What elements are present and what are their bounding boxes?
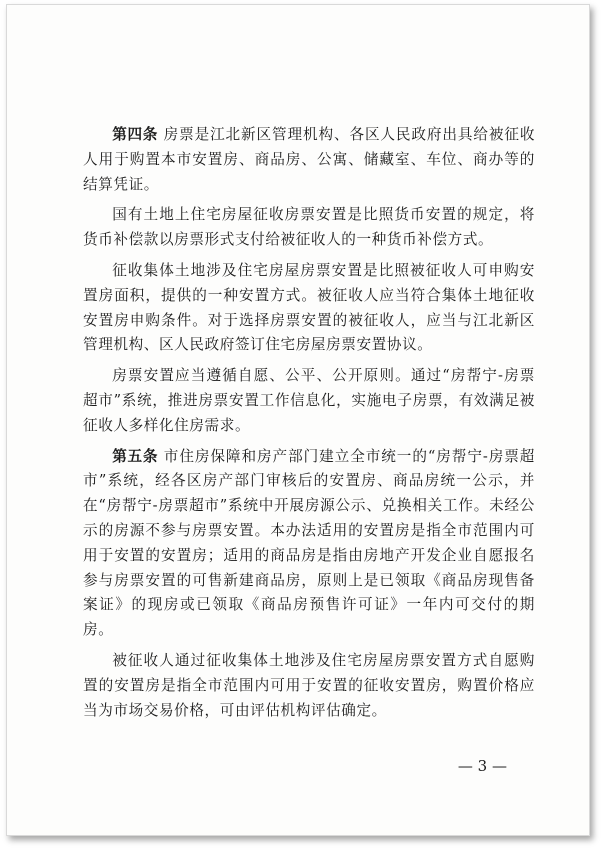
document-page xyxy=(6,4,590,836)
article5-paragraph-1-text: 市住房保障和房产部门建立全市统一的“房帮宁-房票超市”系统，经各区房产部门审核后的安置房、商品房统一公示，并在“房帮宁-房票超市”系统中开展房源公示、兑换相关工作。未经公示的房源不参与房票安置。本办法适用的安置房是指全市范围内可用于安置的安置房；适用的商品房是指由房地产开发企业自愿报名参与房票安置的可售新建商品房，原则上是已领取《商品房现售备案证》的现房或已领取《商品房预售许可证》一年内可交付的期房。 xyxy=(83,447,536,639)
article4-paragraph-1 xyxy=(83,123,535,197)
article5-paragraph-2: 被征收人通过征收集体土地涉及住宅房屋房票安置方式自愿购置的安置房是指全市范围内可用于安置的征收安置房，购置价格应当为市场交易价格，可由评估机构评估确定。 xyxy=(83,651,535,719)
article4-heading: 第四条 xyxy=(112,126,159,143)
article5-heading: 第五条 xyxy=(112,447,159,465)
article4-paragraph-1-text: 房票是江北新区管理机构、各区人民政府出具给被征收人用于购置本市安置房、商品房、公寓、储藏室、车位、商办等的结算凭证。 xyxy=(83,126,536,193)
article4-paragraph-3: 征收集体土地涉及住宅房屋房票安置是比照被征收人可申购安置房面积，提供的一种安置方式。被征收人应当符合集体土地征收安置房申购条件。对于选择房票安置的被征收人，应当与江北新区管理机构、区人民政府签订住宅房屋房票安置协议。 xyxy=(83,261,535,354)
article4-paragraph-4: 房票安置应当遵循自愿、公平、公开原则。通过“房帮宁-房票超市”系统，推进房票安置工作信息化，实施电子房票，有效满足被征收人多样化住房需求。 xyxy=(83,367,535,434)
article5-paragraph-1 xyxy=(83,445,535,643)
article4-paragraph-2: 国有土地上住宅房屋征收房票安置是比照货币安置的规定，将货币补偿款以房票形式支付给被征收人的一种货币补偿方式。 xyxy=(83,206,535,249)
document-body xyxy=(83,123,535,729)
page-number: — 3 — xyxy=(457,757,507,775)
